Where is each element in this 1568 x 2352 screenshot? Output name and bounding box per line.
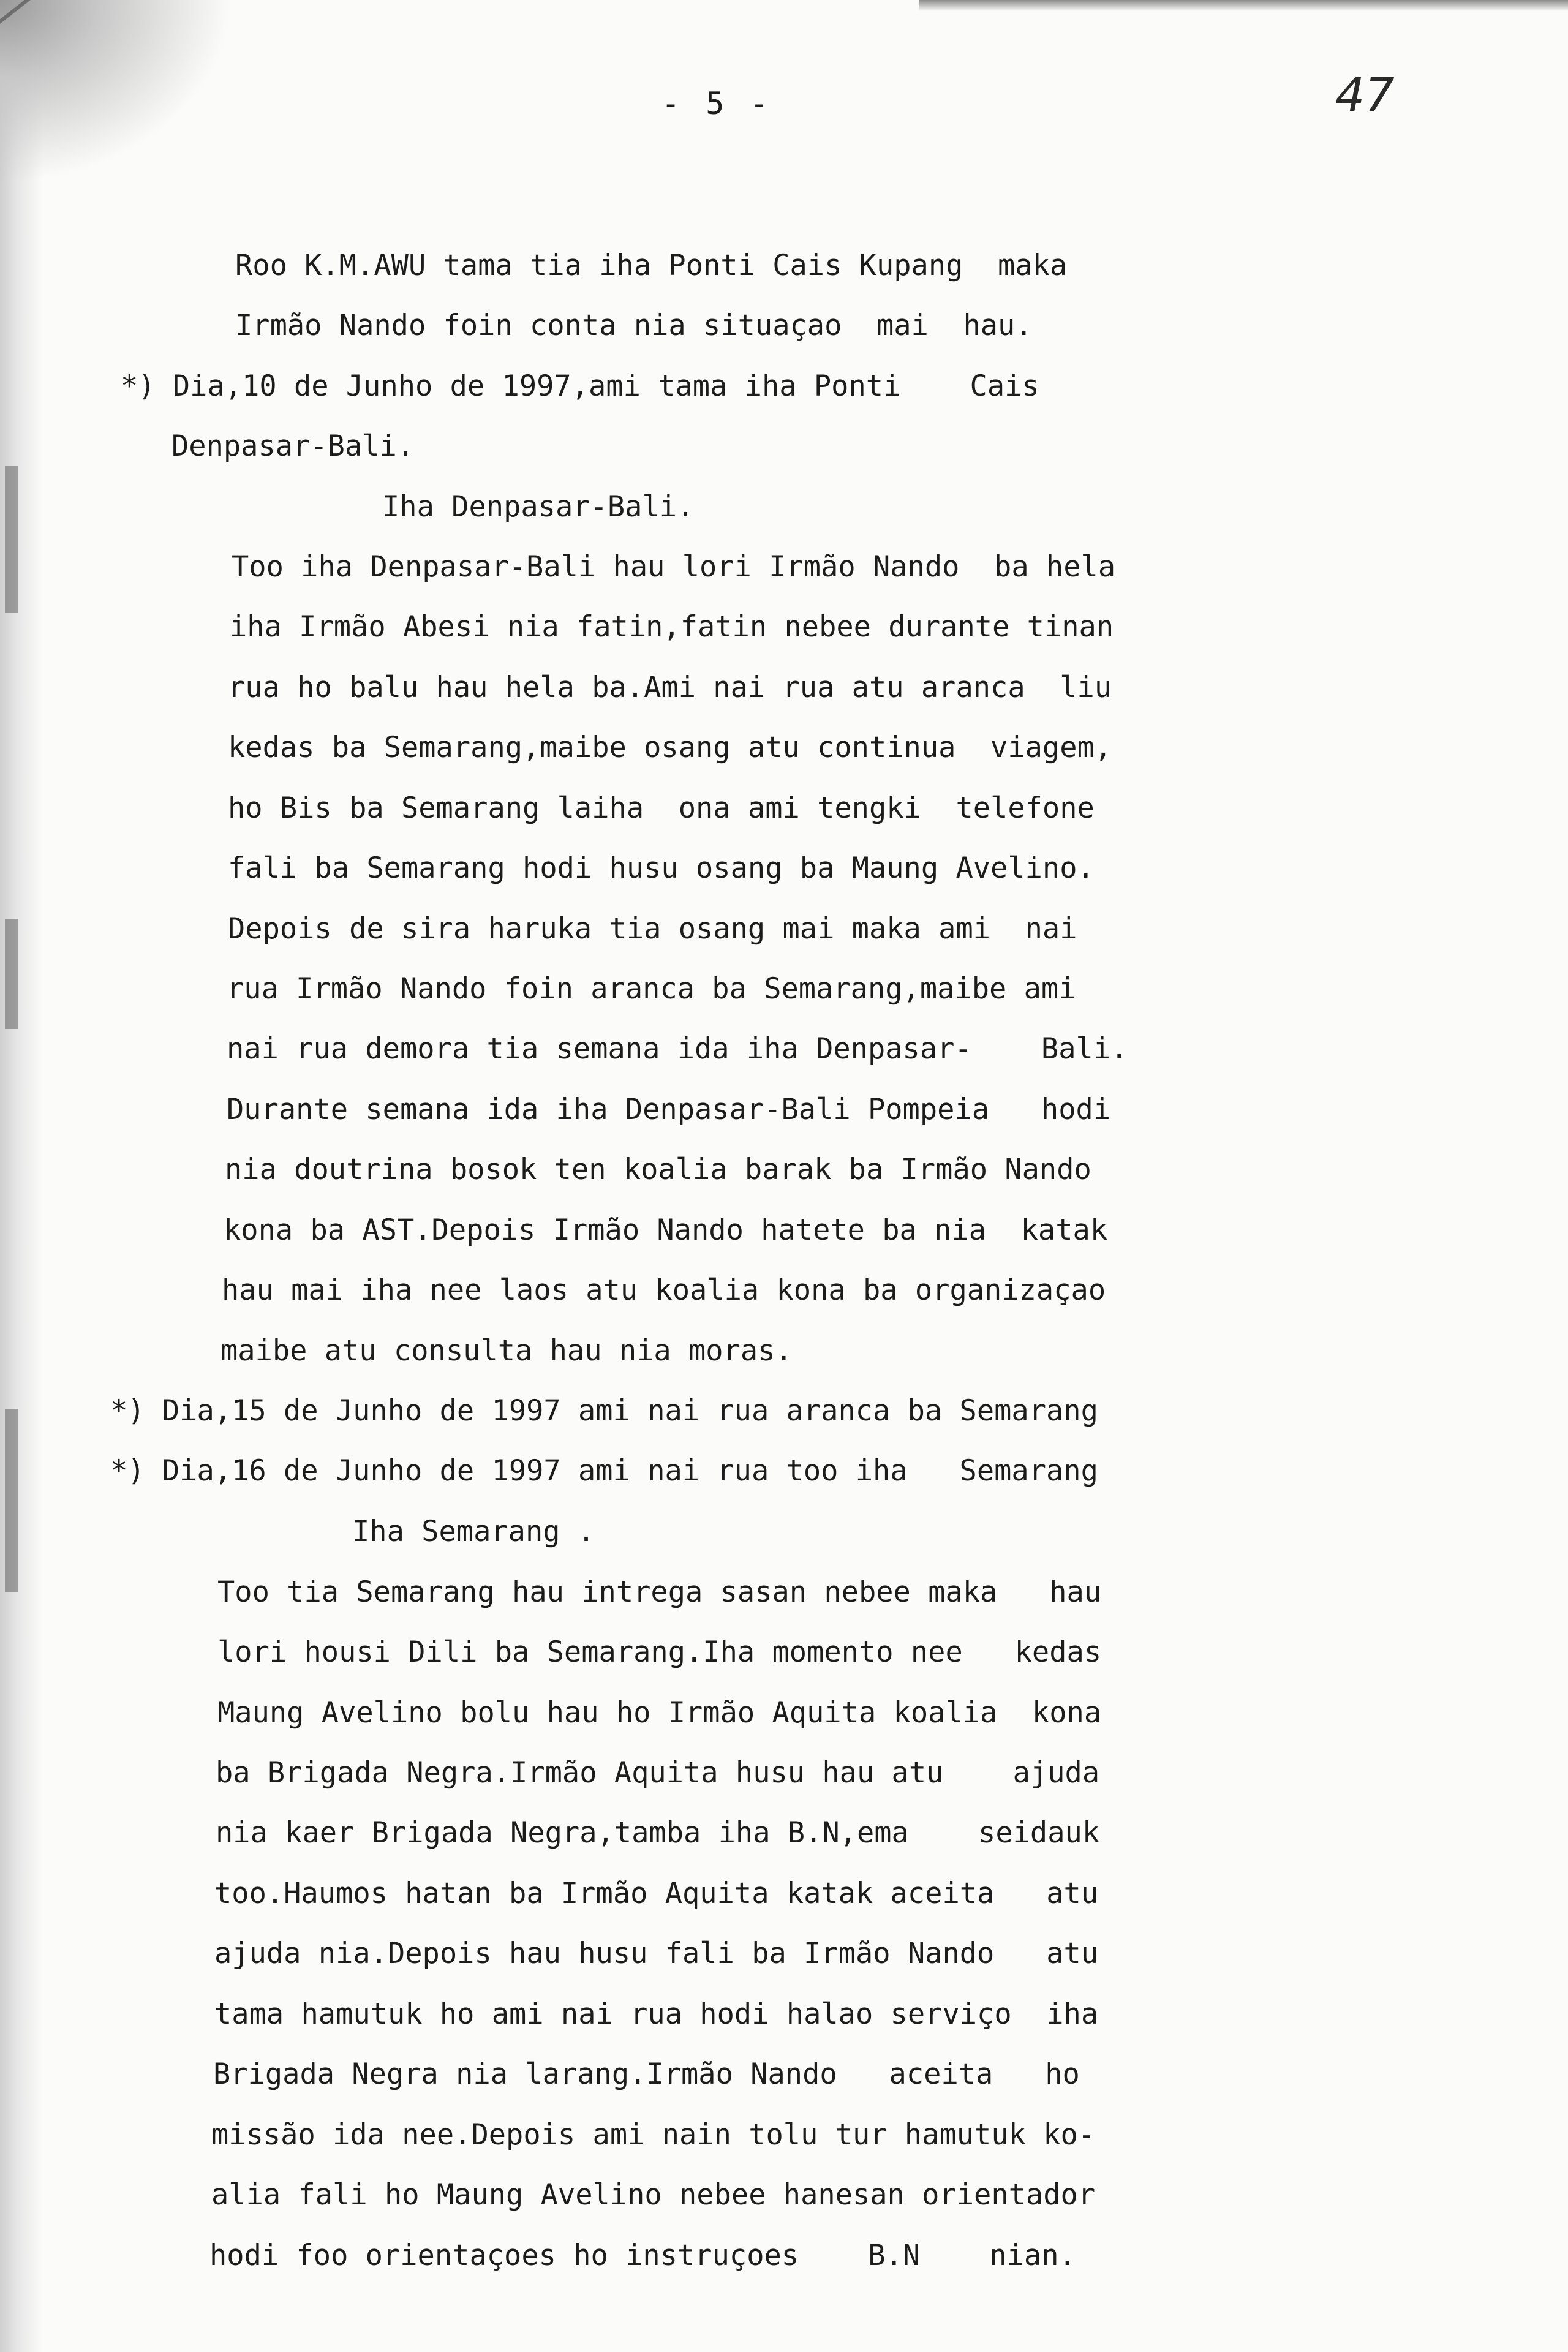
text-line: lori housi Dili ba Semarang.Iha momento nee kedas (217, 1635, 1102, 1669)
text-line: kedas ba Semarang,maibe osang atu continua viagem, (228, 731, 1112, 764)
text-line: hau mai iha nee laos atu koalia kona ba organizaçao (222, 1273, 1106, 1307)
text-line: rua Irmão Nando foin aranca ba Semarang,maibe ami (227, 972, 1076, 1006)
text-line: nia kaer Brigada Negra,tamba iha B.N,ema seidauk (216, 1816, 1100, 1850)
handwritten-folio-number: 47 (1335, 67, 1395, 122)
margin-mark (5, 919, 18, 1029)
text-line: missão ida nee.Depois ami nain tolu tur hamutuk ko- (211, 2118, 1096, 2152)
page-number: - 5 - (662, 86, 772, 121)
text-line: Depois de sira haruka tia osang mai maka ami nai (228, 912, 1077, 946)
scan-shadow-top (919, 0, 1568, 11)
text-line: ajuda nia.Depois hau husu fali ba Irmão Nando atu (214, 1937, 1099, 1970)
text-line: Too iha Denpasar-Bali hau lori Irmão Nando ba hela (232, 550, 1116, 584)
text-line: *) Dia,16 de Junho de 1997 ami nai rua too iha Semarang (110, 1454, 1098, 1488)
text-line: rua ho balu hau hela ba.Ami nai rua atu aranca liu (228, 671, 1112, 704)
text-line: Maung Avelino bolu hau ho Irmão Aquita koalia kona (217, 1696, 1102, 1730)
text-line: Irmão Nando foin conta nia situaçao mai hau. (235, 309, 1033, 342)
text-line: iha Irmão Abesi nia fatin,fatin nebee durante tinan (230, 610, 1114, 644)
text-line: hodi foo orientaçoes ho instruçoes B.N nian. (209, 2239, 1076, 2272)
text-line: kona ba AST.Depois Irmão Nando hatete ba nia katak (224, 1213, 1108, 1247)
text-line: Brigada Negra nia larang.Irmão Nando aceita ho (213, 2057, 1080, 2091)
text-line: nai rua demora tia semana ida iha Denpasar- Bali. (227, 1032, 1128, 1066)
text-line: fali ba Semarang hodi husu osang ba Maung Avelino. (228, 851, 1095, 885)
text-line: Too tia Semarang hau intrega sasan nebee maka hau (217, 1575, 1102, 1609)
text-line: tama hamutuk ho ami nai rua hodi halao serviço iha (214, 1997, 1099, 2031)
text-line: *) Dia,10 de Junho de 1997,ami tama iha Ponti Cais (121, 369, 1039, 403)
section-heading: Iha Semarang . (352, 1515, 595, 1548)
text-line: too.Haumos hatan ba Irmão Aquita katak aceita atu (214, 1877, 1099, 1910)
text-line: nia doutrina bosok ten koalia barak ba Irmão Nando (225, 1153, 1091, 1186)
text-line: maibe atu consulta hau nia moras. (221, 1334, 793, 1368)
text-line: ba Brigada Negra.Irmão Aquita husu hau atu ajuda (216, 1756, 1100, 1790)
text-line: Roo K.M.AWU tama tia iha Ponti Cais Kupang maka (235, 249, 1068, 282)
scan-shadow-left (0, 0, 43, 2352)
margin-mark (5, 1409, 18, 1593)
text-line: Durante semana ida iha Denpasar-Bali Pompeia hodi (227, 1093, 1111, 1126)
scan-corner-shadow (0, 0, 233, 184)
text-line: alia fali ho Maung Avelino nebee hanesan orientador (211, 2178, 1096, 2212)
margin-mark (5, 466, 18, 612)
text-line: Denpasar-Bali. (172, 429, 415, 463)
text-line: *) Dia,15 de Junho de 1997 ami nai rua aranca ba Semarang (110, 1394, 1098, 1428)
section-heading: Iha Denpasar-Bali. (382, 490, 695, 524)
text-line: ho Bis ba Semarang laiha ona ami tengki telefone (228, 791, 1095, 825)
